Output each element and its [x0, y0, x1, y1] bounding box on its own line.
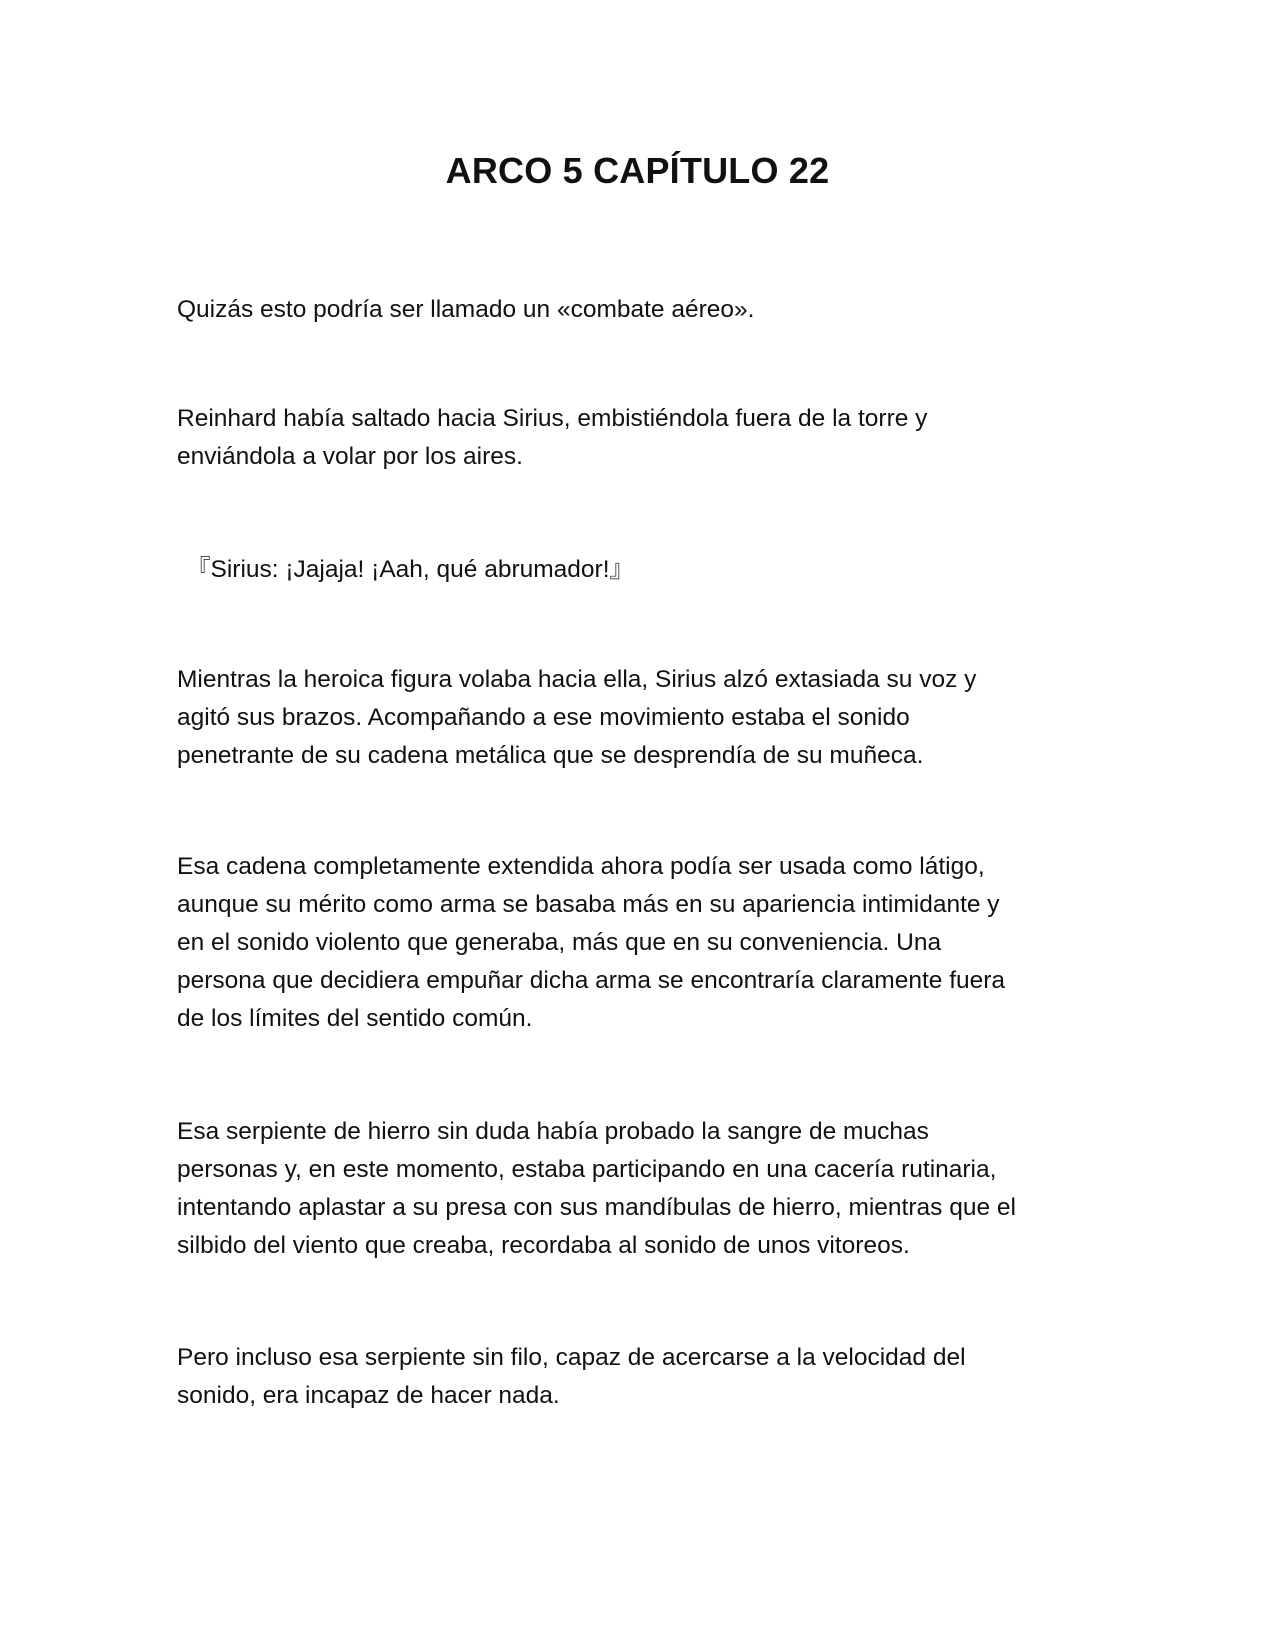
paragraph-2: Reinhard había saltado hacia Sirius, embistiéndola fuera de la torre y enviándola a volar por los aires. — [177, 405, 928, 470]
paragraph-7: Pero incluso esa serpiente sin filo, capaz de acercarse a la velocidad del sonido, era incapaz de hacer nada. — [177, 1344, 966, 1409]
chapter-title: ARCO 5 CAPÍTULO 22 — [445, 150, 830, 191]
paragraph-6: Esa serpiente de hierro sin duda había probado la sangre de muchas personas y, en este momento, estaba participando en una cacería rutinaria, intentando aplastar a su presa con sus mandíbulas de hierro, mientras que el silbido del viento que creaba, recordaba al sonido de unos vitoreos. — [177, 1118, 1016, 1259]
paragraph-4: Mientras la heroica figura volaba hacia ella, Sirius alzó extasiada su voz y agitó sus brazos. Acompañando a ese movimiento estaba el sonido penetrante de su cadena metálica que se desprendía de su muñeca. — [177, 666, 977, 769]
paragraph-5: Esa cadena completamente extendida ahora podía ser usada como látigo, aunque su mérito como arma se basaba más en su apariencia intimidante y en el sonido violento que generaba, más que en su conveniencia. Una persona que decidiera empuñar dicha arma se encontraría claramente fuera de los límites del sentido común. — [177, 853, 1006, 1032]
dialogue-line: 『Sirius: ¡Jajaja! ¡Aah, qué abrumador!』 — [186, 556, 634, 583]
paragraph-1: Quizás esto podría ser llamado un «combate aéreo». — [177, 296, 755, 323]
